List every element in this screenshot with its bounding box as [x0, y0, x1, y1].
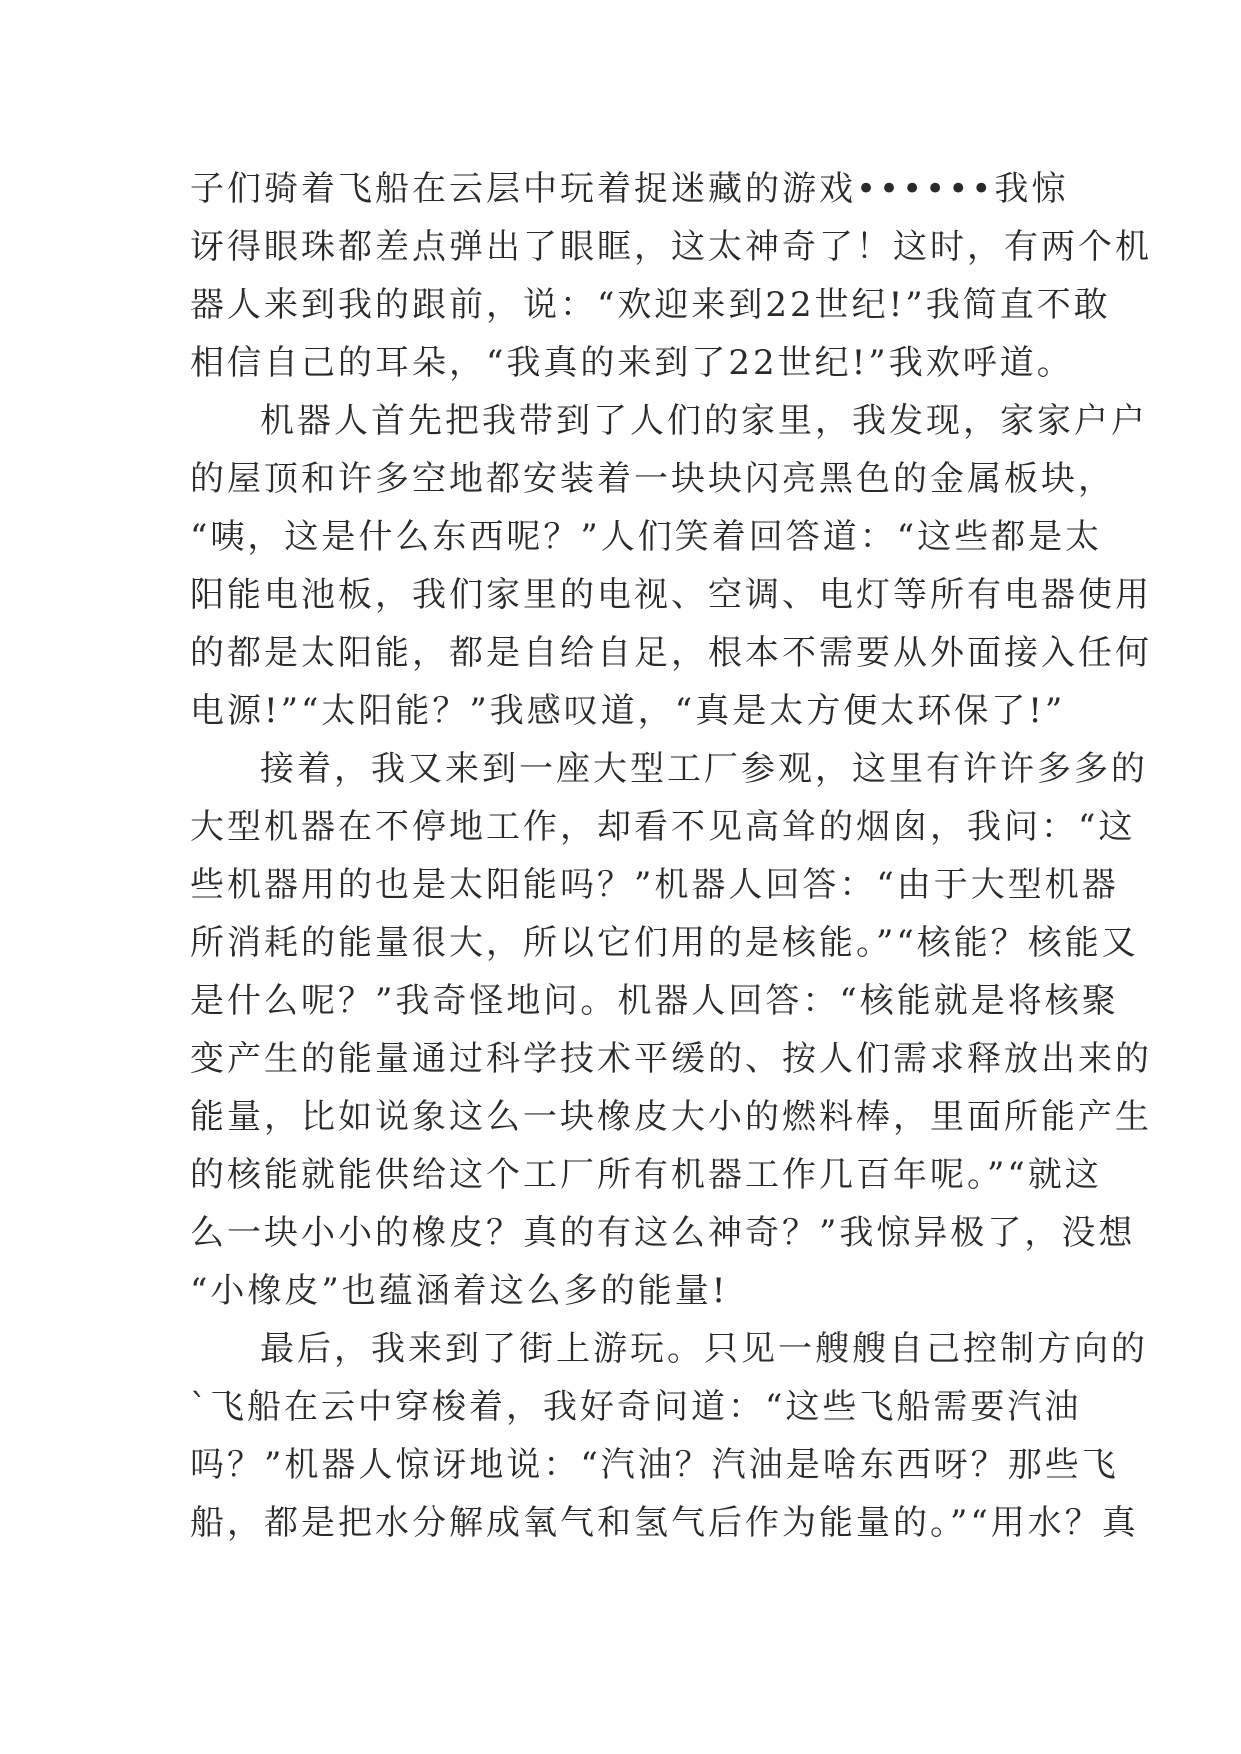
text-line: 电源!”“太阳能？”我感叹道，“真是太方便太环保了!”: [190, 691, 1066, 731]
text-line: 阳能电池板，我们家里的电视、空调、电灯等所有电器使用: [190, 575, 1152, 615]
text-line: 子们骑着飞船在云层中玩着捉迷藏的游戏••••••我惊: [190, 169, 1069, 209]
paragraph-start-line: 接着，我又来到一座大型工厂参观，这里有许许多多的: [260, 749, 1148, 789]
text-line: 么一块小小的橡皮？真的有这么神奇？”我惊异极了，没想: [190, 1213, 1136, 1253]
text-line: 是什么呢？”我奇怪地问。机器人回答：“核能就是将核聚: [190, 981, 1119, 1021]
text-line: 吗？”机器人惊讶地说：“汽油？汽油是啥东西呀？那些飞: [190, 1445, 1119, 1485]
text-line: 器人来到我的跟前，说：“欢迎来到22世纪!”我简直不敢: [190, 285, 1111, 325]
essay-text: [190, 160, 1152, 1552]
text-line: “小橡皮”也蕴涵着这么多的能量!: [190, 1271, 729, 1311]
text-line: “咦，这是什么东西呢？”人们笑着回答道：“这些都是太: [190, 517, 1103, 557]
text-line: 所消耗的能量很大，所以它们用的是核能。”“核能？核能又: [190, 923, 1139, 963]
paragraph-start-line: 最后，我来到了街上游玩。只见一艘艘自己控制方向的: [260, 1329, 1148, 1369]
text-line: 能量，比如说象这么一块橡皮大小的燃料棒，里面所能产生: [190, 1097, 1152, 1137]
text-line: 的都是太阳能，都是自给自足，根本不需要从外面接入任何: [190, 633, 1152, 673]
text-line: 些机器用的也是太阳能吗？”机器人回答：“由于大型机器: [190, 865, 1119, 905]
text-line: 船，都是把水分解成氧气和氢气后作为能量的。”“用水？真: [190, 1503, 1139, 1543]
text-line: 的核能就能供给这个工厂所有机器工作几百年呢。”“就这: [190, 1155, 1102, 1195]
text-line: 大型机器在不停地工作，却看不见高耸的烟囱，我问：“这: [190, 807, 1136, 847]
text-line: 变产生的能量通过科学技术平缓的、按人们需求释放出来的: [190, 1039, 1152, 1079]
text-line: 相信自己的耳朵，“我真的来到了22世纪!”我欢呼道。: [190, 343, 1074, 383]
text-line: 讶得眼珠都差点弹出了眼眶，这太神奇了！这时，有两个机: [190, 227, 1152, 267]
text-line: 的屋顶和许多空地都安装着一块块闪亮黑色的金属板块，: [190, 459, 1115, 499]
text-line: `飞船在云中穿梭着，我好奇问道：“这些飞船需要汽油: [190, 1387, 1082, 1427]
paragraph-start-line: 机器人首先把我带到了人们的家里，我发现，家家户户: [260, 401, 1148, 441]
